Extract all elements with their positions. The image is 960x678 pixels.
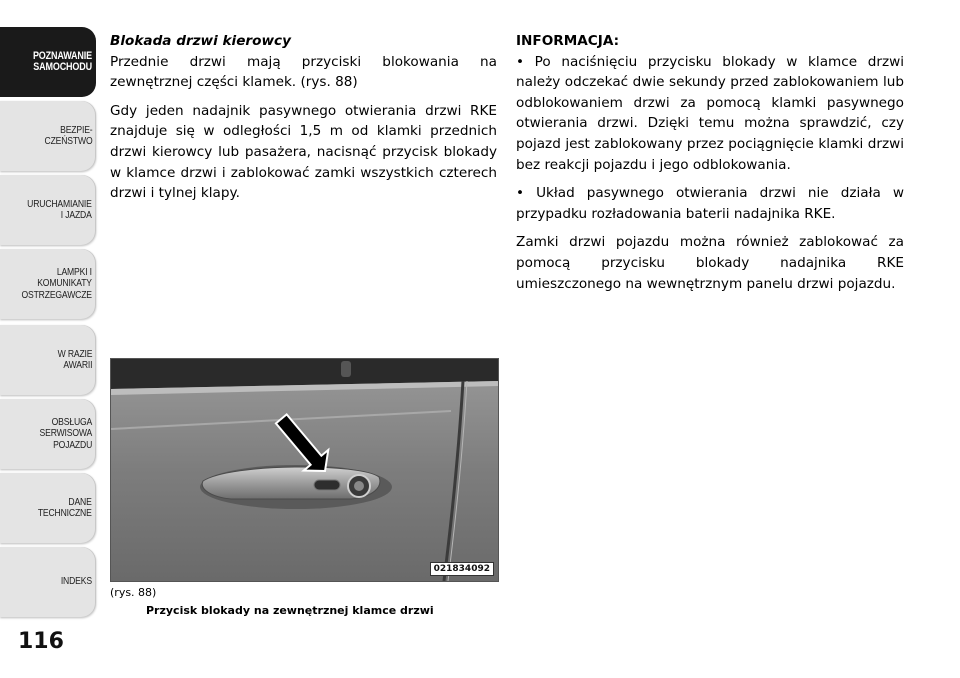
paragraph: Zamki drzwi pojazdu można również zablokować za pomocą przycisku blokady nadajnika RKE umieszczonego na wewnętrznym panelu drzwi pojazdu. <box>516 234 904 292</box>
tab-obsluga-serwisowa[interactable] <box>0 399 96 469</box>
left-column <box>110 31 497 212</box>
tab-label: W RAZIE AWARII <box>57 347 92 371</box>
tab-w-razie-awarii[interactable] <box>0 325 96 395</box>
door-handle-illustration <box>111 359 498 581</box>
tab-indeks[interactable] <box>0 547 96 617</box>
figure-code: 021834092 <box>430 562 494 576</box>
right-column <box>516 31 904 302</box>
tab-lampki-i-komunikaty[interactable] <box>0 249 96 319</box>
note-heading: INFORMACJA: <box>516 33 620 49</box>
tab-label: DANE TECHNICZNE <box>38 495 92 519</box>
tab-poznawanie-samochodu[interactable] <box>0 27 96 97</box>
door-handle-figure <box>110 358 499 582</box>
note-bullet: • Po naciśnięciu przycisku blokady w klamce drzwi należy odczekać dwie sekundy przed zablokowaniem lub odblokowaniem drzwi za pomocą klamki pasywnego otwierania drzwi. Dzięki temu można sprawdzić, czy pojazd jest zablokowany przez pociągnięcie klamki drzwi bez reakcji pojazdu i jego odblokowania. <box>516 53 904 173</box>
figure-number: (rys. 88) <box>110 586 157 599</box>
figure-caption: Przycisk blokady na zewnętrznej klamce drzwi <box>146 604 434 617</box>
tab-bezpieczenstwo[interactable] <box>0 101 96 171</box>
tab-label: BEZPIE- CZEŃSTWO <box>44 123 92 147</box>
tab-label: URUCHAMIANIE I JAZDA <box>27 197 92 221</box>
section-heading: Blokada drzwi kierowcy <box>110 33 291 49</box>
page-number: 116 <box>18 629 64 654</box>
tab-label: LAMPKI I KOMUNIKATY OSTRZEGAWCZE <box>21 265 92 301</box>
tab-uruchamianie-i-jazda[interactable] <box>0 175 96 245</box>
tab-label: POZNAWANIE SAMOCHODU <box>32 49 92 73</box>
tab-label: OBSŁUGA SERWISOWA POJAZDU <box>39 415 92 451</box>
tab-label: INDEKS <box>60 575 92 588</box>
paragraph: Przednie drzwi mają przyciski blokowania na zewnętrznej części klamek. (rys. 88) <box>110 53 497 91</box>
note-bullet: • Układ pasywnego otwierania drzwi nie działa w przypadku rozładowania baterii nadajnika RKE. <box>516 185 904 222</box>
tab-dane-techniczne[interactable] <box>0 473 96 543</box>
paragraph: Gdy jeden nadajnik pasywnego otwierania drzwi RKE znajduje się w odległości 1,5 m od klamki przednich drzwi kierowcy lub pasażera, nacisnąć przycisk blokady w klamce drzwi i zablokować zamki wszystkich czterech drzwi i tylnej klapy. <box>110 102 497 202</box>
